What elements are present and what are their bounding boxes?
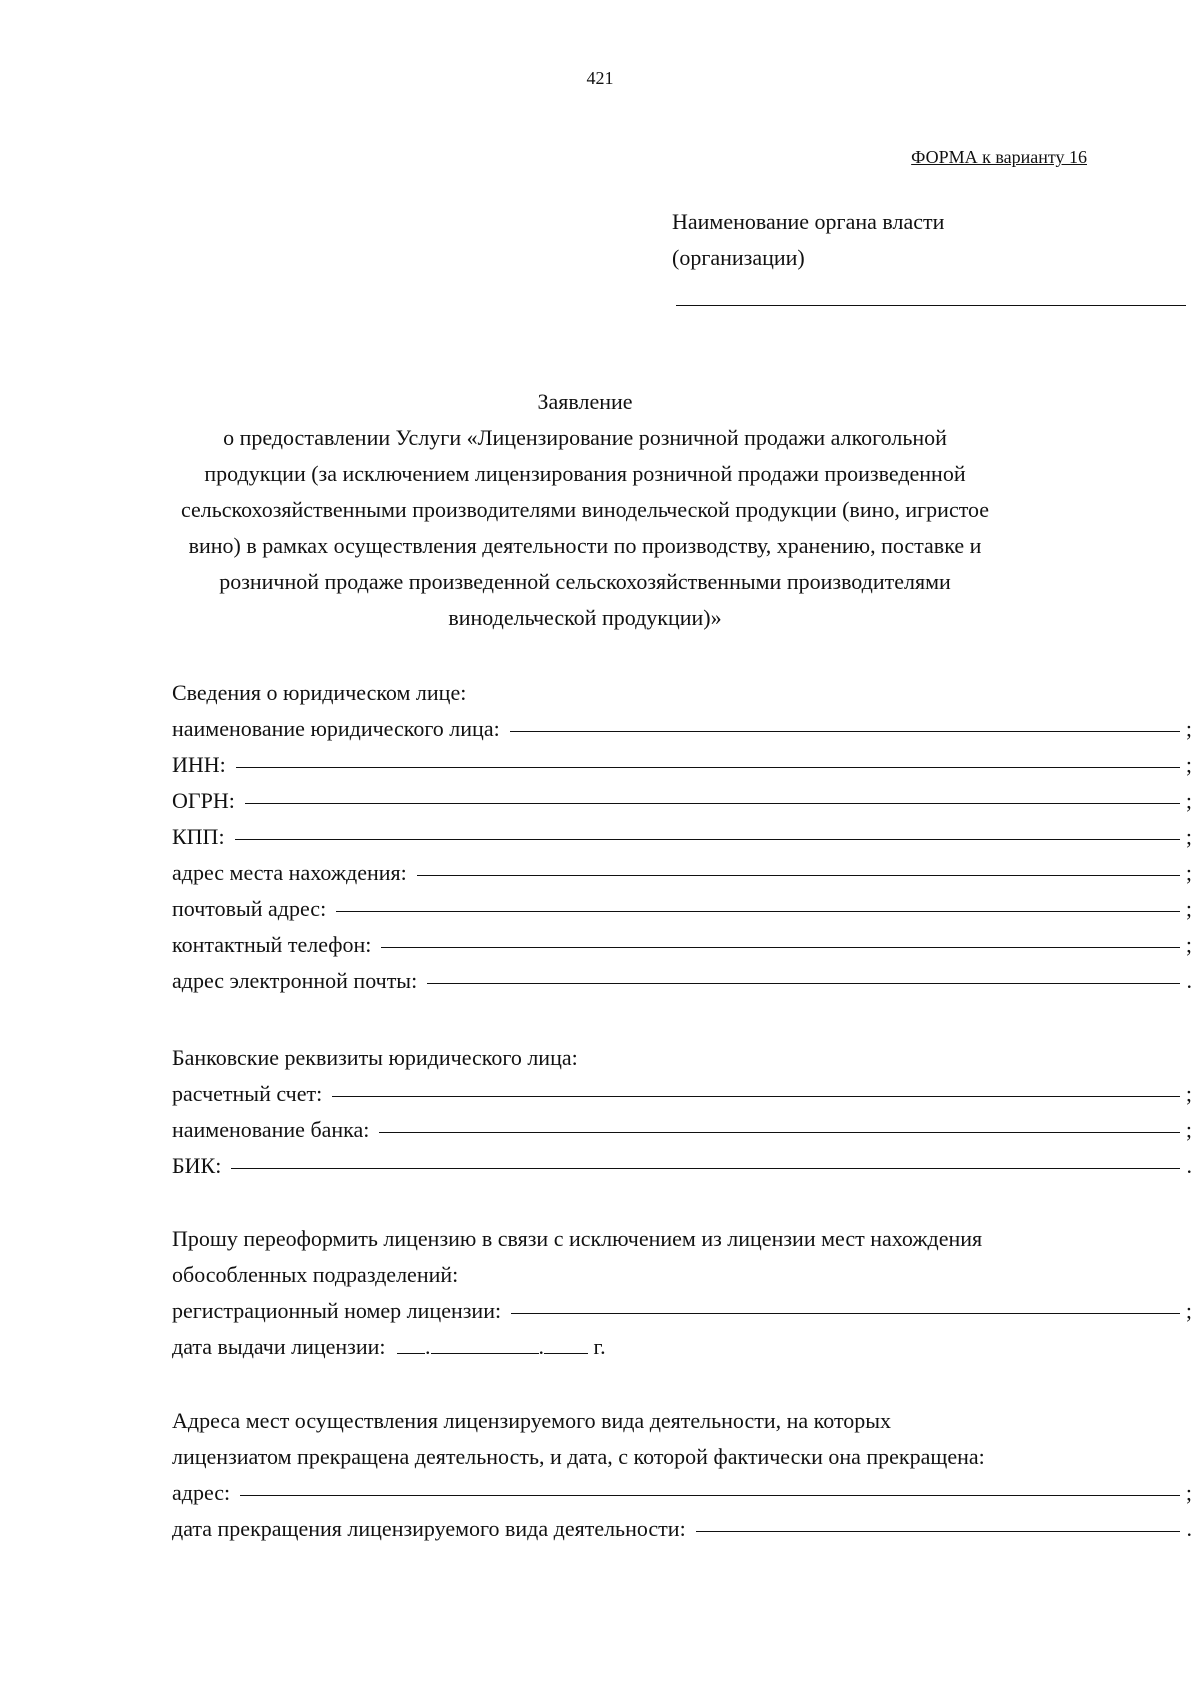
field-inn — [172, 747, 1192, 783]
field-label: дата прекращения лицензируемого вида деятельности: — [172, 1516, 686, 1541]
field-bik — [172, 1148, 1192, 1184]
title-heading: Заявление — [537, 389, 633, 414]
bik-blank[interactable] — [231, 1168, 1180, 1169]
field-address — [172, 1475, 1192, 1511]
field-phone — [172, 927, 1192, 963]
field-label: адрес электронной почты: — [172, 968, 418, 993]
issue-year-blank[interactable] — [544, 1331, 588, 1354]
field-end: ; — [1185, 896, 1192, 921]
address-blank[interactable] — [240, 1495, 1180, 1496]
field-end: ; — [1185, 860, 1192, 885]
field-label: адрес: — [172, 1480, 231, 1505]
field-account — [172, 1076, 1192, 1112]
field-label: ОГРН: — [172, 788, 235, 813]
license-number-blank[interactable] — [511, 1313, 1180, 1314]
field-end: . — [1186, 968, 1192, 993]
field-end: ; — [1185, 788, 1192, 813]
field-bank-name — [172, 1112, 1192, 1148]
date-separator: . — [425, 1334, 431, 1359]
field-end: . — [1186, 1153, 1192, 1178]
legal-entity-section — [172, 675, 1192, 999]
field-end: ; — [1185, 1117, 1192, 1142]
year-suffix: г. — [593, 1334, 606, 1359]
ogrn-blank[interactable] — [245, 803, 1180, 804]
field-label: наименование юридического лица: — [172, 716, 500, 741]
field-email — [172, 963, 1192, 999]
field-label: дата выдачи лицензии: — [172, 1334, 386, 1359]
field-postal-address — [172, 891, 1192, 927]
field-label: почтовый адрес: — [172, 896, 327, 921]
authority-label-line1: Наименование органа власти — [672, 209, 945, 234]
addresses-text-line2: лицензиатом прекращена деятельность, и дата, с которой фактически она прекращена: — [172, 1444, 985, 1469]
title-line: продукции (за исключением лицензирования розничной продажи произведенной — [204, 461, 966, 486]
kpp-blank[interactable] — [235, 839, 1180, 840]
field-location-address — [172, 855, 1192, 891]
title-line: розничной продаже произведенной сельскохозяйственными производителями — [219, 569, 951, 594]
field-label: наименование банка: — [172, 1117, 370, 1142]
field-end: . — [1186, 1516, 1192, 1541]
field-end: ; — [1185, 1081, 1192, 1106]
field-label: контактный телефон: — [172, 932, 372, 957]
bank-heading: Банковские реквизиты юридического лица: — [172, 1045, 578, 1070]
field-end: ; — [1185, 932, 1192, 957]
authority-block — [672, 204, 944, 276]
application-title — [150, 384, 1020, 636]
field-end: ; — [1185, 1298, 1192, 1323]
addresses-section — [172, 1403, 1192, 1547]
location-address-blank[interactable] — [417, 875, 1180, 876]
field-label: адрес места нахождения: — [172, 860, 407, 885]
field-label: КПП: — [172, 824, 225, 849]
issue-day-blank[interactable] — [397, 1331, 425, 1354]
bank-section — [172, 1040, 1192, 1184]
issue-month-blank[interactable] — [431, 1331, 539, 1354]
field-ogrn — [172, 783, 1192, 819]
inn-blank[interactable] — [236, 767, 1180, 768]
form-reference: ФОРМА к варианту 16 — [911, 147, 1087, 167]
title-line: винодельческой продукции)» — [448, 605, 722, 630]
title-line: вино) в рамках осуществления деятельности по производству, хранению, поставке и — [188, 533, 982, 558]
postal-address-blank[interactable] — [336, 911, 1180, 912]
termination-date-blank[interactable] — [696, 1531, 1180, 1532]
date-separator: . — [538, 1334, 545, 1359]
account-blank[interactable] — [332, 1096, 1180, 1097]
field-label: БИК: — [172, 1153, 222, 1178]
field-label: расчетный счет: — [172, 1081, 323, 1106]
field-entity-name — [172, 711, 1192, 747]
field-end: ; — [1185, 752, 1192, 777]
request-section — [172, 1221, 1192, 1365]
email-blank[interactable] — [427, 983, 1180, 984]
authority-name-blank[interactable] — [676, 305, 1186, 306]
field-issue-date — [172, 1329, 1192, 1365]
legal-entity-heading: Сведения о юридическом лице: — [172, 680, 467, 705]
field-end: ; — [1185, 1480, 1192, 1505]
addresses-text-line1: Адреса мест осуществления лицензируемого вида деятельности, на которых — [172, 1408, 892, 1433]
page-number: 421 — [586, 68, 614, 88]
title-line: о предоставлении Услуги «Лицензирование розничной продажи алкогольной — [223, 425, 947, 450]
field-label: ИНН: — [172, 752, 226, 777]
authority-label-line2: (организации) — [672, 245, 805, 270]
request-text-line2: обособленных подразделений: — [172, 1262, 459, 1287]
field-end: ; — [1185, 824, 1192, 849]
bank-name-blank[interactable] — [379, 1132, 1180, 1133]
field-termination-date — [172, 1511, 1192, 1547]
field-label: регистрационный номер лицензии: — [172, 1298, 502, 1323]
phone-blank[interactable] — [381, 947, 1180, 948]
field-end: ; — [1185, 716, 1192, 741]
entity-name-blank[interactable] — [510, 731, 1180, 732]
field-kpp — [172, 819, 1192, 855]
request-text-line1: Прошу переоформить лицензию в связи с исключением из лицензии мест нахождения — [172, 1226, 983, 1251]
title-line: сельскохозяйственными производителями винодельческой продукции (вино, игристое — [180, 497, 990, 522]
field-license-number — [172, 1293, 1192, 1329]
